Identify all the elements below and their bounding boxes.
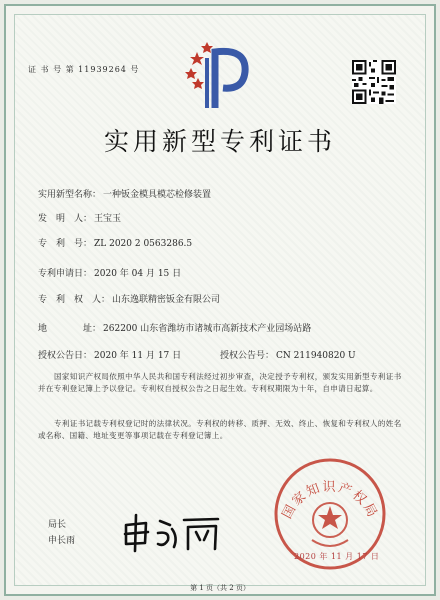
patent-office-logo [185, 38, 255, 110]
seal-date: 2020 年 11 月 17 日 [294, 552, 380, 561]
patentee-label: 专 利 权 人： [38, 295, 111, 305]
director-signature [118, 513, 228, 553]
utility-model-name-label: 实用新型名称： [38, 190, 102, 200]
grant-number-label: 授权公告号： [220, 351, 275, 361]
filing-date-row [38, 266, 181, 279]
address-value: 262200 山东省潍坊市诸城市高新技术产业园场站路 [103, 324, 312, 334]
patentee-value: 山东逸联精密钣金有限公司 [112, 295, 221, 305]
bureau-title: 局长 [48, 520, 67, 530]
grant-statement-paragraph: 国家知识产权局依照中华人民共和国专利法经过初步审查，决定授予专利权，颁发实用新型专利证书并在专利登记簿上予以登记。专利权自授权公告之日起生效。专利权期限为十年，自申请日起算。 [38, 372, 402, 393]
patentee-row [38, 292, 220, 305]
inventor-label: 发 明 人： [38, 214, 93, 224]
page-footer: 第 1 页（共 2 页） [190, 584, 250, 592]
filing-date-label: 专利申请日： [38, 269, 93, 279]
filing-date-value: 2020 年 04 月 15 日 [94, 269, 182, 279]
grant-number-value: CN 211940820 U [276, 351, 356, 361]
qr-code [352, 60, 396, 104]
grant-date-row [38, 348, 181, 361]
grant-date-value: 2020 年 11 月 17 日 [94, 351, 182, 361]
certificate-number: 证 书 号 第 11939264 号 [28, 65, 140, 74]
inventor-row [38, 211, 121, 224]
certificate-title: 实用新型专利证书 [103, 127, 336, 156]
utility-model-name-value: 一种钣金模具模芯检修装置 [103, 190, 212, 200]
legal-status-paragraph: 专利证书记载专利权登记时的法律状况。专利权的转移、质押、无效、终止、恢复和专利权人的姓名或名称、国籍、地址变更等事项记载在专利登记簿上。 [38, 419, 402, 440]
inventor-value: 王宝玉 [94, 214, 122, 224]
patent-number-row [38, 236, 192, 249]
grant-date-label: 授权公告日： [38, 351, 93, 361]
patent-number-value: ZL 2020 2 0563286.5 [94, 239, 193, 249]
patent-number-label: 专 利 号： [38, 239, 93, 249]
grant-number-row [220, 348, 356, 361]
address-label: 地 址： [38, 324, 102, 334]
svg-text:国家知识产权局: 国家知识产权局 [279, 479, 381, 522]
bureau-head-name: 申长雨 [48, 536, 76, 546]
utility-model-name-row [38, 187, 211, 200]
address-row [38, 321, 311, 334]
